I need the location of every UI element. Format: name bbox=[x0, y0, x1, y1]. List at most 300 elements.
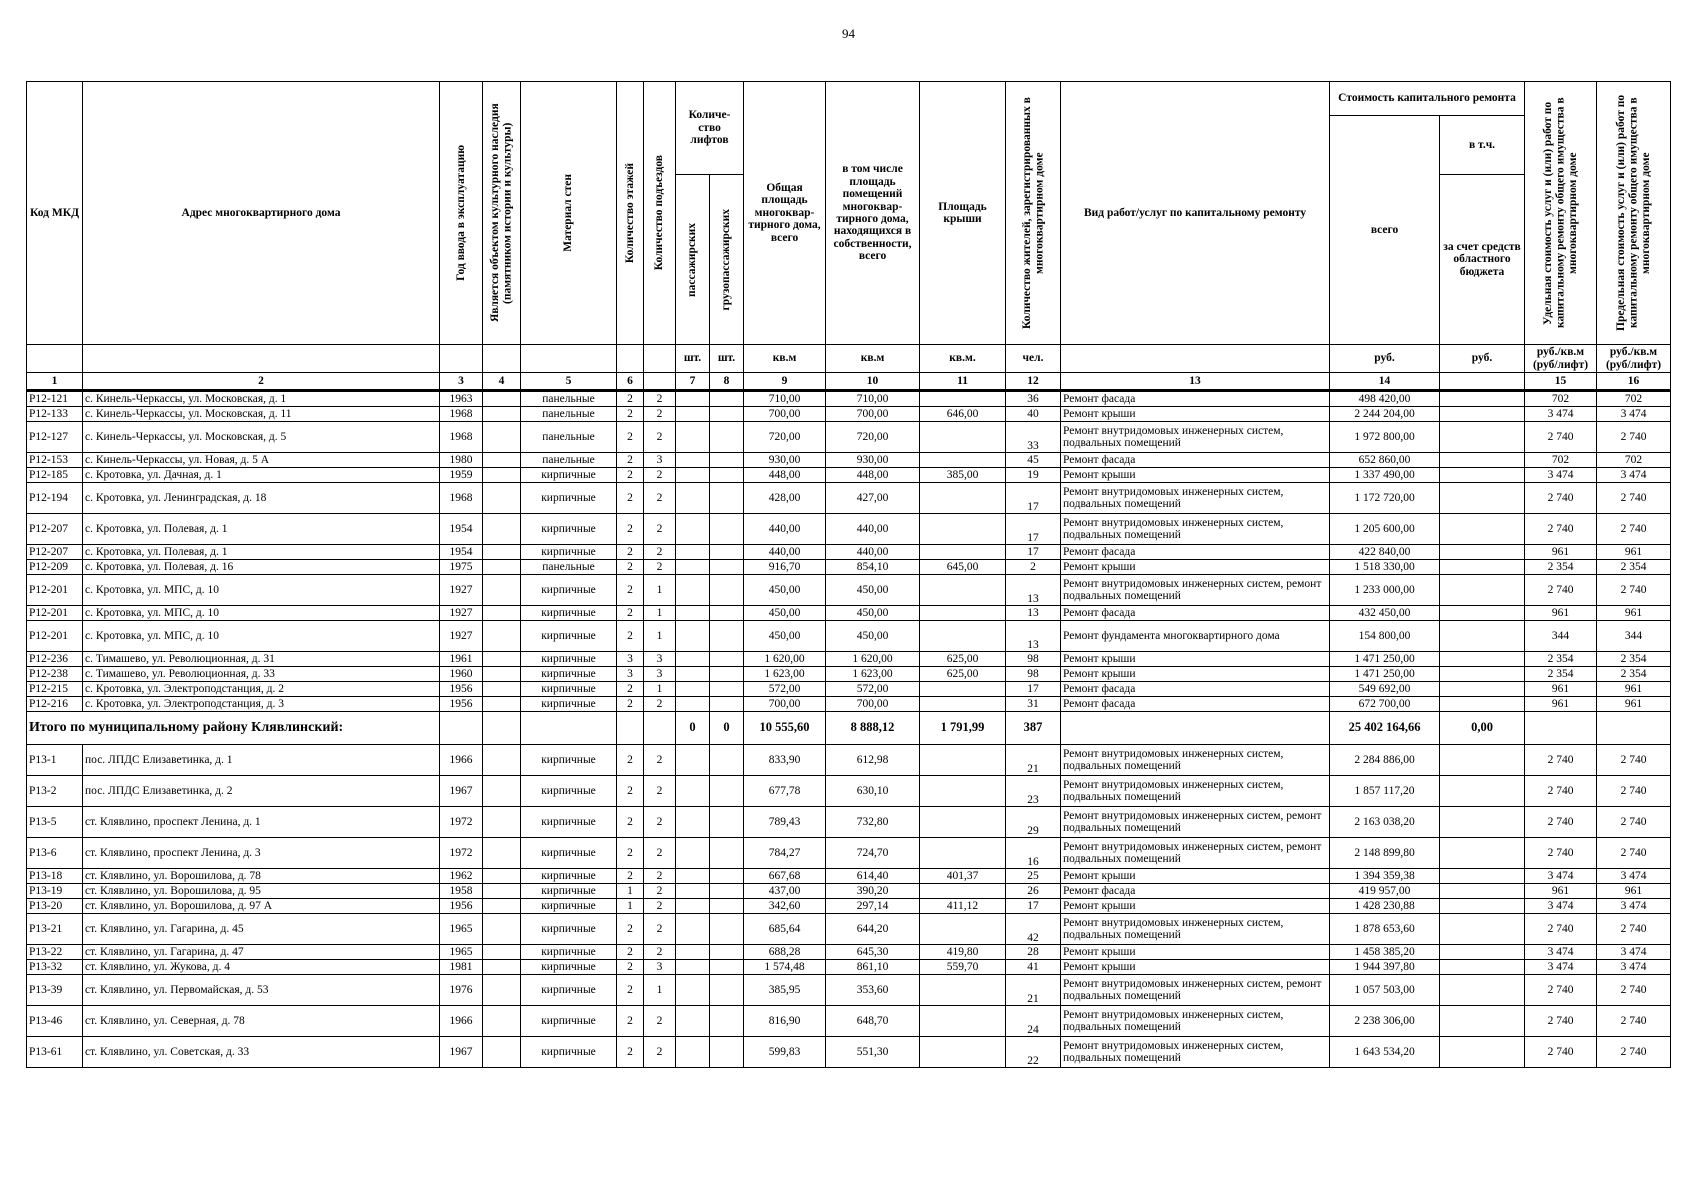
cell-unit-cost: 2 740 bbox=[1525, 514, 1597, 545]
total-limit-cost bbox=[1597, 712, 1671, 745]
cell-year: 1956 bbox=[440, 899, 483, 914]
cell-unit-cost: 2 740 bbox=[1525, 776, 1597, 807]
cell-lifts-freight bbox=[710, 606, 744, 621]
cell-roof-area bbox=[920, 1006, 1006, 1037]
cell-residents: 23 bbox=[1006, 776, 1061, 807]
cell-cost-total: 672 700,00 bbox=[1330, 697, 1440, 712]
cell-entrances: 2 bbox=[644, 1006, 676, 1037]
unit-cost-total: руб. bbox=[1330, 345, 1440, 373]
cell-cost-total: 1 233 000,00 bbox=[1330, 575, 1440, 606]
cell-address: ст. Клявлино, ул. Северная, д. 78 bbox=[83, 1006, 440, 1037]
cell-work-type: Ремонт фундамента многоквартирного дома bbox=[1061, 621, 1330, 652]
header-year: Год ввода в эксплуатацию bbox=[440, 82, 483, 345]
cell-roof-area: 645,00 bbox=[920, 560, 1006, 575]
table-row bbox=[27, 838, 1671, 869]
table-body bbox=[27, 391, 1671, 1068]
cell-cost-total: 1 205 600,00 bbox=[1330, 514, 1440, 545]
cell-unit-cost: 702 bbox=[1525, 391, 1597, 407]
total-work-type bbox=[1061, 712, 1330, 745]
cell-roof-area: 559,70 bbox=[920, 960, 1006, 975]
cell-lifts-pass bbox=[676, 652, 710, 667]
cell-entrances: 1 bbox=[644, 621, 676, 652]
cell-regional bbox=[1440, 407, 1525, 422]
cell-code: Р12-201 bbox=[27, 621, 83, 652]
cell-residents: 21 bbox=[1006, 975, 1061, 1006]
cell-roof-area: 385,00 bbox=[920, 468, 1006, 483]
cell-regional bbox=[1440, 838, 1525, 869]
cell-owned-area: 700,00 bbox=[826, 697, 920, 712]
cell-lifts-freight bbox=[710, 975, 744, 1006]
cell-work-type: Ремонт крыши bbox=[1061, 667, 1330, 682]
table-row bbox=[27, 945, 1671, 960]
cell-roof-area bbox=[920, 884, 1006, 899]
cell-work-type: Ремонт крыши bbox=[1061, 945, 1330, 960]
cell-floors: 2 bbox=[617, 621, 644, 652]
cell-roof-area bbox=[920, 545, 1006, 560]
cell-lifts-freight bbox=[710, 667, 744, 682]
cell-address: с. Кротовка, ул. Полевая, д. 16 bbox=[83, 560, 440, 575]
cell-walls: кирпичные bbox=[521, 697, 617, 712]
cell-lifts-pass bbox=[676, 667, 710, 682]
table-row bbox=[27, 514, 1671, 545]
cell-lifts-freight bbox=[710, 453, 744, 468]
cell-year: 1960 bbox=[440, 667, 483, 682]
cell-year: 1965 bbox=[440, 945, 483, 960]
cell-total-area: 720,00 bbox=[744, 422, 826, 453]
cell-owned-area: 724,70 bbox=[826, 838, 920, 869]
cell-total-area: 428,00 bbox=[744, 483, 826, 514]
cell-residents: 21 bbox=[1006, 745, 1061, 776]
table-header bbox=[27, 82, 1671, 391]
cell-address: с. Тимашево, ул. Революционная, д. 33 bbox=[83, 667, 440, 682]
cell-walls: кирпичные bbox=[521, 652, 617, 667]
cell-limit-cost: 702 bbox=[1597, 453, 1671, 468]
cell-roof-area bbox=[920, 745, 1006, 776]
cell-work-type: Ремонт крыши bbox=[1061, 468, 1330, 483]
repair-register-table bbox=[26, 81, 1671, 1068]
cell-unit-cost: 961 bbox=[1525, 545, 1597, 560]
cell-regional bbox=[1440, 606, 1525, 621]
cell-total-area: 1 623,00 bbox=[744, 667, 826, 682]
cell-lifts-freight bbox=[710, 776, 744, 807]
cell-residents: 28 bbox=[1006, 945, 1061, 960]
cell-lifts-pass bbox=[676, 1006, 710, 1037]
cell-lifts-freight bbox=[710, 899, 744, 914]
cell-limit-cost: 702 bbox=[1597, 391, 1671, 407]
column-number: 15 bbox=[1525, 373, 1597, 391]
cell-address: с. Кротовка, ул. МПС, д. 10 bbox=[83, 621, 440, 652]
cell-lifts-freight bbox=[710, 468, 744, 483]
cell-address: с. Кинель-Черкассы, ул. Московская, д. 11 bbox=[83, 407, 440, 422]
cell-entrances: 2 bbox=[644, 514, 676, 545]
cell-address: с. Тимашево, ул. Революционная, д. 31 bbox=[83, 652, 440, 667]
cell-total-area: 710,00 bbox=[744, 391, 826, 407]
cell-owned-area: 440,00 bbox=[826, 514, 920, 545]
cell-limit-cost: 3 474 bbox=[1597, 407, 1671, 422]
cell-floors: 2 bbox=[617, 453, 644, 468]
cell-address: с. Кротовка, ул. Электроподстанция, д. 2 bbox=[83, 682, 440, 697]
cell-limit-cost: 3 474 bbox=[1597, 899, 1671, 914]
cell-walls: кирпичные bbox=[521, 776, 617, 807]
cell-floors: 2 bbox=[617, 407, 644, 422]
cell-lifts-pass bbox=[676, 483, 710, 514]
cell-walls: кирпичные bbox=[521, 621, 617, 652]
cell-entrances: 3 bbox=[644, 960, 676, 975]
header-cost-total: всего bbox=[1330, 116, 1440, 345]
cell-entrances: 2 bbox=[644, 483, 676, 514]
cell-entrances: 1 bbox=[644, 682, 676, 697]
cell-unit-cost: 3 474 bbox=[1525, 945, 1597, 960]
cell-year: 1965 bbox=[440, 914, 483, 945]
cell-roof-area bbox=[920, 682, 1006, 697]
cell-residents: 25 bbox=[1006, 869, 1061, 884]
cell-work-type: Ремонт фасада bbox=[1061, 453, 1330, 468]
cell-unit-cost: 702 bbox=[1525, 453, 1597, 468]
cell-floors: 2 bbox=[617, 869, 644, 884]
cell-cost-total: 432 450,00 bbox=[1330, 606, 1440, 621]
cell-regional bbox=[1440, 621, 1525, 652]
cell-heritage bbox=[483, 621, 521, 652]
cell-code: Р13-61 bbox=[27, 1037, 83, 1068]
cell-roof-area: 401,37 bbox=[920, 869, 1006, 884]
unit-regional: руб. bbox=[1440, 345, 1525, 373]
table-row bbox=[27, 869, 1671, 884]
cell-lifts-pass bbox=[676, 682, 710, 697]
cell-residents: 36 bbox=[1006, 391, 1061, 407]
cell-entrances: 2 bbox=[644, 697, 676, 712]
cell-residents: 19 bbox=[1006, 468, 1061, 483]
cell-regional bbox=[1440, 899, 1525, 914]
cell-address: с. Кротовка, ул. МПС, д. 10 bbox=[83, 606, 440, 621]
cell-roof-area: 411,12 bbox=[920, 899, 1006, 914]
unit-owned-area: кв.м bbox=[826, 345, 920, 373]
cell-residents: 16 bbox=[1006, 838, 1061, 869]
cell-regional bbox=[1440, 776, 1525, 807]
cell-code: Р13-46 bbox=[27, 1006, 83, 1037]
cell-heritage bbox=[483, 869, 521, 884]
table-row bbox=[27, 1006, 1671, 1037]
cell-year: 1966 bbox=[440, 1006, 483, 1037]
cell-lifts-freight bbox=[710, 621, 744, 652]
cell-residents: 17 bbox=[1006, 682, 1061, 697]
cell-cost-total: 419 957,00 bbox=[1330, 884, 1440, 899]
cell-work-type: Ремонт крыши bbox=[1061, 960, 1330, 975]
cell-address: ст. Клявлино, ул. Ворошилова, д. 78 bbox=[83, 869, 440, 884]
cell-cost-total: 2 244 204,00 bbox=[1330, 407, 1440, 422]
cell-heritage bbox=[483, 682, 521, 697]
table-row bbox=[27, 468, 1671, 483]
cell-cost-total: 1 458 385,20 bbox=[1330, 945, 1440, 960]
cell-owned-area: 450,00 bbox=[826, 575, 920, 606]
cell-roof-area: 646,00 bbox=[920, 407, 1006, 422]
cell-year: 1961 bbox=[440, 652, 483, 667]
cell-walls: панельные bbox=[521, 560, 617, 575]
cell-roof-area bbox=[920, 838, 1006, 869]
cell-residents: 13 bbox=[1006, 575, 1061, 606]
cell-roof-area bbox=[920, 391, 1006, 407]
cell-heritage bbox=[483, 697, 521, 712]
cell-regional bbox=[1440, 667, 1525, 682]
cell-walls: кирпичные bbox=[521, 975, 617, 1006]
cell-cost-total: 549 692,00 bbox=[1330, 682, 1440, 697]
cell-owned-area: 440,00 bbox=[826, 545, 920, 560]
cell-owned-area: 572,00 bbox=[826, 682, 920, 697]
cell-cost-total: 1 394 359,38 bbox=[1330, 869, 1440, 884]
header-roof-area: Площадь крыши bbox=[920, 82, 1006, 345]
cell-cost-total: 652 860,00 bbox=[1330, 453, 1440, 468]
cell-owned-area: 645,30 bbox=[826, 945, 920, 960]
cell-heritage bbox=[483, 422, 521, 453]
cell-code: Р12-127 bbox=[27, 422, 83, 453]
cell-address: с. Кротовка, ул. Полевая, д. 1 bbox=[83, 514, 440, 545]
cell-owned-area: 854,10 bbox=[826, 560, 920, 575]
cell-address: ст. Клявлино, проспект Ленина, д. 1 bbox=[83, 807, 440, 838]
units-row bbox=[27, 345, 1671, 373]
cell-residents: 13 bbox=[1006, 621, 1061, 652]
table-row bbox=[27, 652, 1671, 667]
cell-unit-cost: 2 740 bbox=[1525, 838, 1597, 869]
cell-lifts-freight bbox=[710, 960, 744, 975]
cell-address: с. Кротовка, ул. Ленинградская, д. 18 bbox=[83, 483, 440, 514]
cell-address: с. Кинель-Черкассы, ул. Новая, д. 5 А bbox=[83, 453, 440, 468]
cell-limit-cost: 344 bbox=[1597, 621, 1671, 652]
cell-walls: кирпичные bbox=[521, 838, 617, 869]
cell-unit-cost: 961 bbox=[1525, 606, 1597, 621]
cell-limit-cost: 961 bbox=[1597, 545, 1671, 560]
cell-limit-cost: 2 740 bbox=[1597, 1006, 1671, 1037]
cell-cost-total: 1 172 720,00 bbox=[1330, 483, 1440, 514]
cell-roof-area bbox=[920, 1037, 1006, 1068]
cell-regional bbox=[1440, 575, 1525, 606]
header-residents: Количество жителей, зарегистрированных в многоквартирном доме bbox=[1006, 82, 1061, 345]
header-owned-area: в том числе площадь помещений многоквар-тирного дома, находящихся в собственности, всего bbox=[826, 82, 920, 345]
cell-total-area: 450,00 bbox=[744, 606, 826, 621]
cell-work-type: Ремонт внутридомовых инженерных систем, ремонт подвальных помещений bbox=[1061, 838, 1330, 869]
table-row bbox=[27, 807, 1671, 838]
header-lifts: Количе-ство лифтов bbox=[676, 82, 744, 175]
cell-lifts-freight bbox=[710, 514, 744, 545]
cell-work-type: Ремонт крыши bbox=[1061, 899, 1330, 914]
cell-lifts-pass bbox=[676, 453, 710, 468]
cell-residents: 17 bbox=[1006, 899, 1061, 914]
cell-work-type: Ремонт внутридомовых инженерных систем, ремонт подвальных помещений bbox=[1061, 807, 1330, 838]
cell-unit-cost: 3 474 bbox=[1525, 468, 1597, 483]
cell-lifts-pass bbox=[676, 391, 710, 407]
cell-cost-total: 1 643 534,20 bbox=[1330, 1037, 1440, 1068]
cell-walls: кирпичные bbox=[521, 682, 617, 697]
cell-entrances: 2 bbox=[644, 884, 676, 899]
cell-floors: 2 bbox=[617, 606, 644, 621]
cell-lifts-freight bbox=[710, 682, 744, 697]
cell-lifts-pass bbox=[676, 468, 710, 483]
cell-floors: 2 bbox=[617, 483, 644, 514]
cell-entrances: 1 bbox=[644, 606, 676, 621]
cell-year: 1972 bbox=[440, 807, 483, 838]
cell-work-type: Ремонт внутридомовых инженерных систем, ремонт подвальных помещений bbox=[1061, 975, 1330, 1006]
cell-heritage bbox=[483, 838, 521, 869]
cell-unit-cost: 2 740 bbox=[1525, 975, 1597, 1006]
cell-floors: 2 bbox=[617, 975, 644, 1006]
cell-lifts-pass bbox=[676, 697, 710, 712]
header-lifts-freight: грузопассажирских bbox=[710, 175, 744, 345]
cell-limit-cost: 3 474 bbox=[1597, 869, 1671, 884]
cell-floors: 3 bbox=[617, 667, 644, 682]
cell-code: Р12-201 bbox=[27, 606, 83, 621]
cell-walls: панельные bbox=[521, 391, 617, 407]
header-walls: Материал стен bbox=[521, 82, 617, 345]
cell-code: Р12-207 bbox=[27, 545, 83, 560]
cell-floors: 2 bbox=[617, 960, 644, 975]
header-incl: в т.ч. bbox=[1440, 116, 1525, 175]
table-row bbox=[27, 621, 1671, 652]
cell-residents: 40 bbox=[1006, 407, 1061, 422]
cell-floors: 2 bbox=[617, 838, 644, 869]
cell-total-area: 688,28 bbox=[744, 945, 826, 960]
cell-floors: 2 bbox=[617, 697, 644, 712]
cell-heritage bbox=[483, 407, 521, 422]
cell-cost-total: 1 471 250,00 bbox=[1330, 652, 1440, 667]
cell-year: 1966 bbox=[440, 745, 483, 776]
cell-code: Р13-21 bbox=[27, 914, 83, 945]
cell-roof-area bbox=[920, 483, 1006, 514]
cell-cost-total: 422 840,00 bbox=[1330, 545, 1440, 560]
cell-heritage bbox=[483, 606, 521, 621]
total-cost: 25 402 164,66 bbox=[1330, 712, 1440, 745]
cell-lifts-pass bbox=[676, 869, 710, 884]
cell-lifts-freight bbox=[710, 575, 744, 606]
cell-walls: кирпичные bbox=[521, 884, 617, 899]
cell-owned-area: 1 620,00 bbox=[826, 652, 920, 667]
cell-year: 1956 bbox=[440, 682, 483, 697]
cell-code: Р12-216 bbox=[27, 697, 83, 712]
cell-cost-total: 1 337 490,00 bbox=[1330, 468, 1440, 483]
cell-work-type: Ремонт фасада bbox=[1061, 606, 1330, 621]
cell-total-area: 572,00 bbox=[744, 682, 826, 697]
cell-work-type: Ремонт крыши bbox=[1061, 407, 1330, 422]
cell-address: пос. ЛПДС Елизаветинка, д. 2 bbox=[83, 776, 440, 807]
cell-address: пос. ЛПДС Елизаветинка, д. 1 bbox=[83, 745, 440, 776]
cell-limit-cost: 961 bbox=[1597, 697, 1671, 712]
cell-entrances: 2 bbox=[644, 407, 676, 422]
table-row bbox=[27, 776, 1671, 807]
cell-entrances: 2 bbox=[644, 899, 676, 914]
cell-residents: 98 bbox=[1006, 652, 1061, 667]
cell-total-area: 685,64 bbox=[744, 914, 826, 945]
cell-work-type: Ремонт внутридомовых инженерных систем, подвальных помещений bbox=[1061, 422, 1330, 453]
cell-heritage bbox=[483, 453, 521, 468]
cell-roof-area bbox=[920, 697, 1006, 712]
cell-code: Р12-121 bbox=[27, 391, 83, 407]
cell-floors: 2 bbox=[617, 545, 644, 560]
cell-address: с. Кинель-Черкассы, ул. Московская, д. 5 bbox=[83, 422, 440, 453]
cell-work-type: Ремонт внутридомовых инженерных систем, подвальных помещений bbox=[1061, 914, 1330, 945]
cell-floors: 2 bbox=[617, 468, 644, 483]
cell-roof-area bbox=[920, 975, 1006, 1006]
cell-total-area: 450,00 bbox=[744, 575, 826, 606]
table-row bbox=[27, 667, 1671, 682]
total-heritage bbox=[483, 712, 521, 745]
cell-address: ст. Клявлино, ул. Ворошилова, д. 97 А bbox=[83, 899, 440, 914]
cell-owned-area: 700,00 bbox=[826, 407, 920, 422]
cell-unit-cost: 2 740 bbox=[1525, 745, 1597, 776]
cell-lifts-pass bbox=[676, 545, 710, 560]
cell-heritage bbox=[483, 945, 521, 960]
cell-address: ст. Клявлино, ул. Ворошилова, д. 95 bbox=[83, 884, 440, 899]
column-number: 3 bbox=[440, 373, 483, 391]
table-row bbox=[27, 606, 1671, 621]
cell-work-type: Ремонт внутридомовых инженерных систем, подвальных помещений bbox=[1061, 1006, 1330, 1037]
cell-regional bbox=[1440, 560, 1525, 575]
cell-unit-cost: 3 474 bbox=[1525, 960, 1597, 975]
cell-entrances: 3 bbox=[644, 652, 676, 667]
cell-total-area: 833,90 bbox=[744, 745, 826, 776]
cell-work-type: Ремонт фасада bbox=[1061, 884, 1330, 899]
cell-walls: кирпичные bbox=[521, 1006, 617, 1037]
cell-lifts-freight bbox=[710, 838, 744, 869]
cell-address: ст. Клявлино, ул. Гагарина, д. 47 bbox=[83, 945, 440, 960]
cell-lifts-freight bbox=[710, 945, 744, 960]
cell-lifts-freight bbox=[710, 697, 744, 712]
cell-residents: 17 bbox=[1006, 545, 1061, 560]
total-area: 10 555,60 bbox=[744, 712, 826, 745]
cell-year: 1967 bbox=[440, 1037, 483, 1068]
cell-entrances: 3 bbox=[644, 667, 676, 682]
cell-owned-area: 710,00 bbox=[826, 391, 920, 407]
cell-lifts-pass bbox=[676, 560, 710, 575]
cell-floors: 2 bbox=[617, 560, 644, 575]
cell-walls: кирпичные bbox=[521, 514, 617, 545]
cell-roof-area bbox=[920, 776, 1006, 807]
cell-residents: 17 bbox=[1006, 514, 1061, 545]
cell-limit-cost: 961 bbox=[1597, 682, 1671, 697]
unit-lifts-freight: шт. bbox=[710, 345, 744, 373]
cell-limit-cost: 2 740 bbox=[1597, 514, 1671, 545]
cell-heritage bbox=[483, 1006, 521, 1037]
cell-lifts-freight bbox=[710, 560, 744, 575]
cell-lifts-pass bbox=[676, 407, 710, 422]
cell-unit-cost: 3 474 bbox=[1525, 407, 1597, 422]
cell-code: Р12-185 bbox=[27, 468, 83, 483]
cell-regional bbox=[1440, 682, 1525, 697]
cell-entrances: 1 bbox=[644, 575, 676, 606]
cell-year: 1956 bbox=[440, 697, 483, 712]
cell-entrances: 3 bbox=[644, 453, 676, 468]
cell-owned-area: 551,30 bbox=[826, 1037, 920, 1068]
cell-owned-area: 644,20 bbox=[826, 914, 920, 945]
total-owned-area: 8 888,12 bbox=[826, 712, 920, 745]
cell-owned-area: 732,80 bbox=[826, 807, 920, 838]
table-row bbox=[27, 1037, 1671, 1068]
column-number: 14 bbox=[1330, 373, 1440, 391]
table-row bbox=[27, 899, 1671, 914]
cell-cost-total: 154 800,00 bbox=[1330, 621, 1440, 652]
cell-entrances: 2 bbox=[644, 869, 676, 884]
total-roof-area: 1 791,99 bbox=[920, 712, 1006, 745]
cell-address: ст. Клявлино, ул. Советская, д. 33 bbox=[83, 1037, 440, 1068]
cell-lifts-pass bbox=[676, 514, 710, 545]
cell-regional bbox=[1440, 1037, 1525, 1068]
cell-entrances: 2 bbox=[644, 1037, 676, 1068]
cell-year: 1954 bbox=[440, 545, 483, 560]
cell-total-area: 1 574,48 bbox=[744, 960, 826, 975]
cell-code: Р13-18 bbox=[27, 869, 83, 884]
cell-residents: 45 bbox=[1006, 453, 1061, 468]
cell-code: Р13-1 bbox=[27, 745, 83, 776]
total-year bbox=[440, 712, 483, 745]
page-number: 94 bbox=[842, 26, 855, 41]
cell-address: с. Кротовка, ул. Полевая, д. 1 bbox=[83, 545, 440, 560]
cell-owned-area: 390,20 bbox=[826, 884, 920, 899]
